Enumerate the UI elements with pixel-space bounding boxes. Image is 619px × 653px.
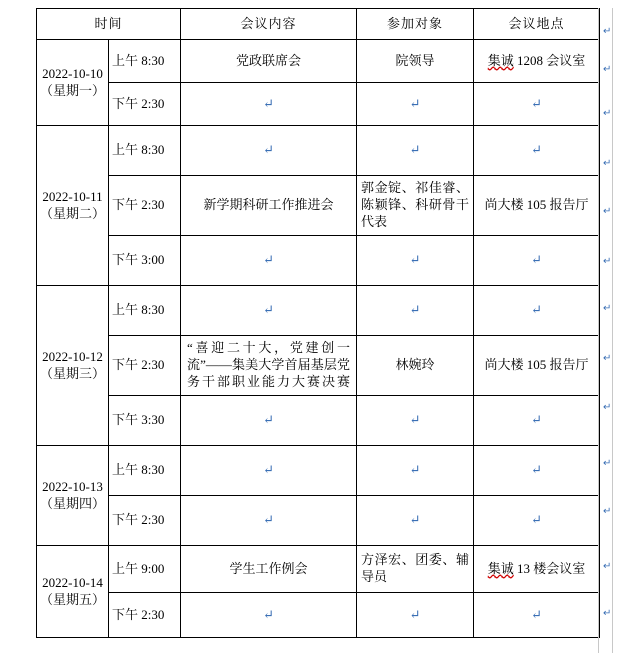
time-cell: 上午 8:30 [109, 446, 181, 496]
topic-cell: ↵ [181, 593, 357, 638]
weekday-value: （星期三） [40, 365, 106, 381]
topic-cell: ↵ [181, 396, 357, 446]
time-cell: 下午 2:30 [109, 83, 181, 126]
topic-cell: ↵ [181, 286, 357, 336]
participants-cell: ↵ [357, 126, 474, 176]
date-value: 2022-10-12 [42, 349, 103, 365]
table-row [37, 336, 600, 396]
weekday-value: （星期五） [40, 591, 106, 607]
location-cell: ↵ [474, 236, 600, 286]
participants-cell: 林婉玲 [357, 336, 474, 396]
table-header-row [37, 9, 600, 40]
participants-cell: ↵ [357, 593, 474, 638]
weekly-schedule-table [36, 8, 600, 638]
date-cell [37, 286, 109, 446]
column-header-time: 时间 [37, 9, 181, 40]
participants-cell: ↵ [357, 236, 474, 286]
table-row [37, 396, 600, 446]
time-cell: 下午 2:30 [109, 336, 181, 396]
topic-cell: 学生工作例会 [181, 546, 357, 593]
paragraph-mark-icon: ↵ [603, 608, 612, 619]
participants-cell: 郭金锭、祁佳睿、陈颖锋、科研骨干代表 [357, 176, 474, 236]
paragraph-mark-icon: ↵ [603, 158, 612, 169]
margin-paragraph-marks [601, 8, 619, 653]
time-cell: 下午 2:30 [109, 593, 181, 638]
weekday-value: （星期一） [40, 82, 106, 98]
date-cell [37, 446, 109, 546]
table-row [37, 236, 600, 286]
topic-cell: 新学期科研工作推进会 [181, 176, 357, 236]
date-value: 2022-10-11 [42, 189, 103, 205]
paragraph-mark-icon: ↵ [603, 108, 612, 119]
location-cell: ↵ [474, 496, 600, 546]
participants-cell: ↵ [357, 83, 474, 126]
paragraph-mark-icon: ↵ [603, 206, 612, 217]
location-misspelled-text: 集诚 [487, 52, 514, 68]
location-cell: ↵ [474, 446, 600, 496]
topic-cell: ↵ [181, 446, 357, 496]
participants-cell: ↵ [357, 446, 474, 496]
table-row [37, 286, 600, 336]
location-cell: ↵ [474, 83, 600, 126]
location-cell: ↵ [474, 396, 600, 446]
time-cell: 上午 8:30 [109, 286, 181, 336]
paragraph-mark-icon: ↵ [603, 256, 612, 267]
date-cell [37, 40, 109, 126]
time-cell: 下午 3:00 [109, 236, 181, 286]
participants-cell: ↵ [357, 286, 474, 336]
date-value: 2022-10-13 [42, 479, 103, 495]
location-cell: ↵ [474, 593, 600, 638]
table-row [37, 546, 600, 593]
paragraph-mark-icon: ↵ [603, 26, 612, 37]
date-cell [37, 126, 109, 286]
location-cell: 尚大楼 105 报告厅 [474, 176, 600, 236]
paragraph-mark-icon: ↵ [603, 303, 612, 314]
table-row [37, 176, 600, 236]
topic-cell: 党政联席会 [181, 40, 357, 83]
weekday-value: （星期四） [40, 495, 106, 511]
time-cell: 上午 8:30 [109, 40, 181, 83]
table-row [37, 83, 600, 126]
paragraph-mark-icon: ↵ [603, 353, 612, 364]
time-cell: 下午 2:30 [109, 176, 181, 236]
topic-cell: ↵ [181, 126, 357, 176]
paragraph-mark-icon: ↵ [603, 458, 612, 469]
date-cell [37, 546, 109, 638]
topic-cell: ↵ [181, 83, 357, 126]
paragraph-mark-icon: ↵ [603, 64, 612, 75]
participants-cell: ↵ [357, 496, 474, 546]
location-cell: 集诚 1208 会议室 [474, 40, 600, 83]
paragraph-mark-icon: ↵ [603, 561, 612, 572]
table-row [37, 126, 600, 176]
location-cell: 集诚 13 楼会议室 [474, 546, 600, 593]
date-value: 2022-10-14 [42, 575, 103, 591]
table-row [37, 593, 600, 638]
weekday-value: （星期二） [40, 205, 106, 221]
time-cell: 下午 2:30 [109, 496, 181, 546]
participants-cell: ↵ [357, 396, 474, 446]
table-row [37, 40, 600, 83]
location-cell: ↵ [474, 126, 600, 176]
time-cell: 上午 9:00 [109, 546, 181, 593]
topic-cell: “喜迎二十大，党建创一流”——集美大学首届基层党务干部职业能力大赛决赛 [181, 336, 357, 396]
location-cell: ↵ [474, 286, 600, 336]
page-edge-guide [598, 8, 599, 653]
location-misspelled-text: 集诚 [487, 560, 514, 576]
participants-cell: 方泽宏、团委、辅导员 [357, 546, 474, 593]
table-row [37, 446, 600, 496]
topic-cell: ↵ [181, 236, 357, 286]
paragraph-mark-icon: ↵ [603, 506, 612, 517]
topic-cell: ↵ [181, 496, 357, 546]
column-header-participants: 参加对象 [357, 9, 474, 40]
participants-cell: 院领导 [357, 40, 474, 83]
table-row [37, 496, 600, 546]
location-cell: 尚大楼 105 报告厅 [474, 336, 600, 396]
column-header-location: 会议地点 [474, 9, 600, 40]
time-cell: 上午 8:30 [109, 126, 181, 176]
paragraph-mark-icon: ↵ [603, 402, 612, 413]
column-header-content: 会议内容 [181, 9, 357, 40]
document-page [0, 8, 619, 653]
date-value: 2022-10-10 [42, 66, 103, 82]
time-cell: 下午 3:30 [109, 396, 181, 446]
